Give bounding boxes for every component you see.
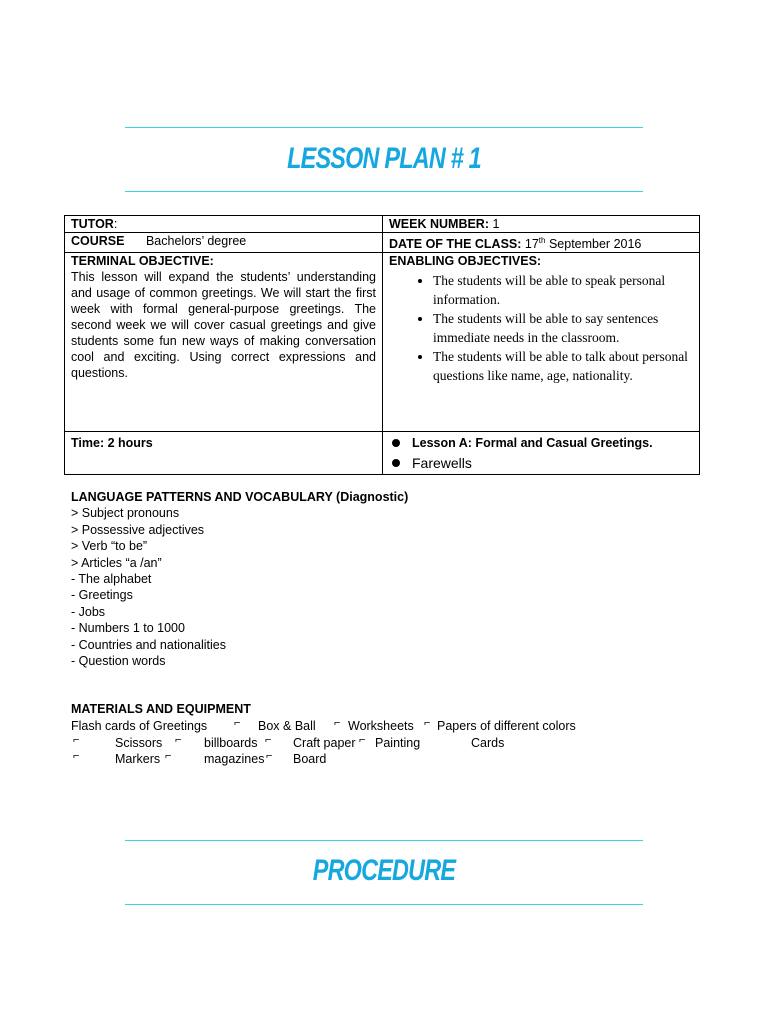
bullet-icon xyxy=(392,459,400,467)
table-row xyxy=(65,233,700,253)
material-item: billboards xyxy=(204,736,258,750)
list-item: - Numbers 1 to 1000 xyxy=(71,621,185,636)
tutor-cell xyxy=(65,216,383,233)
material-item: magazines xyxy=(204,752,265,766)
bullet-icon: ⌐ xyxy=(266,750,273,762)
list-item xyxy=(389,453,693,473)
bullet-icon: ⌐ xyxy=(334,717,341,729)
enabling-objectives-list xyxy=(389,271,693,385)
bullet-icon: ⌐ xyxy=(165,750,172,762)
material-item: Craft paper xyxy=(293,736,356,750)
material-item: Flash cards of Greetings xyxy=(71,719,208,733)
list-item: > Possessive adjectives xyxy=(71,522,205,537)
list-item: • The students will be able to speak personal information. xyxy=(433,271,693,309)
material-item: Cards xyxy=(471,736,505,750)
list-item: • The students will be able to say sentences immediate needs in the classroom. xyxy=(433,309,693,347)
material-item: Markers xyxy=(115,752,161,766)
list-item: > Verb “to be” xyxy=(71,539,148,554)
list-item: - The alphabet xyxy=(71,572,152,587)
bullet-icon: ⌐ xyxy=(265,734,272,746)
bullet-icon xyxy=(392,439,400,447)
course-cell xyxy=(65,233,383,253)
terminal-objective-text: This lesson will expand the students’ understanding and usage of common greetings. We will start the first week with formal general-purpose greetings. The second week we will cover casual greetings and give students some fun new ways of making conversation cool and exciting. Using correct expressions and questions. xyxy=(71,270,376,381)
enabling-objectives-label: ENABLING OBJECTIVES: xyxy=(389,254,542,269)
tutor-label: TUTOR xyxy=(71,217,114,231)
date-suffix: th xyxy=(538,236,546,245)
table-row xyxy=(65,216,700,233)
list-item: • The students will be able to talk about personal questions like name, age, nationality. xyxy=(433,347,693,385)
lesson-plan-table xyxy=(64,215,700,475)
date-cell xyxy=(383,233,700,253)
list-item: > Articles “a /an” xyxy=(71,555,162,570)
list-item: - Jobs xyxy=(71,604,106,619)
material-item: Scissors xyxy=(115,736,163,750)
week-cell xyxy=(383,216,700,233)
course-label: COURSE xyxy=(71,234,125,248)
bullet-icon: ⌐ xyxy=(175,734,182,746)
bullet-icon: ⌐ xyxy=(359,734,366,746)
time-label: Time: 2 hours xyxy=(71,436,153,451)
material-item: Box & Ball xyxy=(258,719,316,733)
top-rule-upper xyxy=(125,127,643,128)
terminal-objective-label: TERMINAL OBJECTIVE: xyxy=(71,254,214,269)
list-item: - Question words xyxy=(71,654,166,669)
date-day: 17 xyxy=(524,237,539,252)
list-item xyxy=(389,433,693,453)
top-rule-lower xyxy=(125,191,643,192)
week-value: 1 xyxy=(492,217,500,231)
terminal-objective-cell xyxy=(65,253,383,432)
list-item: - Greetings xyxy=(71,588,133,603)
course-value: Bachelors’ degree xyxy=(145,234,247,248)
material-item: Board xyxy=(293,752,327,766)
enabling-objectives-cell xyxy=(383,253,700,432)
procedure-title: PROCEDURE xyxy=(312,854,456,887)
table-row xyxy=(65,253,700,432)
material-item: Painting xyxy=(375,736,421,750)
procedure-rule-lower xyxy=(125,904,643,905)
time-cell xyxy=(65,432,383,475)
page-title: LESSON PLAN # 1 xyxy=(287,142,481,175)
materials-heading: MATERIALS AND EQUIPMENT xyxy=(71,702,251,716)
list-item: > Subject pronouns xyxy=(71,506,180,521)
farewells-text: Farewells xyxy=(412,455,472,472)
list-item: - Countries and nationalities xyxy=(71,637,226,652)
bullet-icon: ⌐ xyxy=(234,717,241,729)
bullet-icon: ⌐ xyxy=(73,750,80,762)
language-section xyxy=(71,489,408,669)
material-item: Worksheets xyxy=(348,719,414,733)
lesson-a-text: Lesson A: Formal and Casual Greetings. xyxy=(412,436,653,451)
tutor-colon: : xyxy=(113,217,118,231)
material-item: Papers of different colors xyxy=(437,719,576,733)
table-row xyxy=(65,432,700,475)
language-heading: LANGUAGE PATTERNS AND VOCABULARY (Diagnostic) xyxy=(71,490,409,504)
date-label: DATE OF THE CLASS: xyxy=(389,237,522,252)
bullet-icon: ⌐ xyxy=(424,717,431,729)
week-label: WEEK NUMBER: xyxy=(389,217,489,231)
date-rest: September 2016 xyxy=(548,237,642,252)
procedure-rule-upper xyxy=(125,840,643,841)
bullet-icon: ⌐ xyxy=(73,734,80,746)
lessons-cell xyxy=(383,432,700,475)
